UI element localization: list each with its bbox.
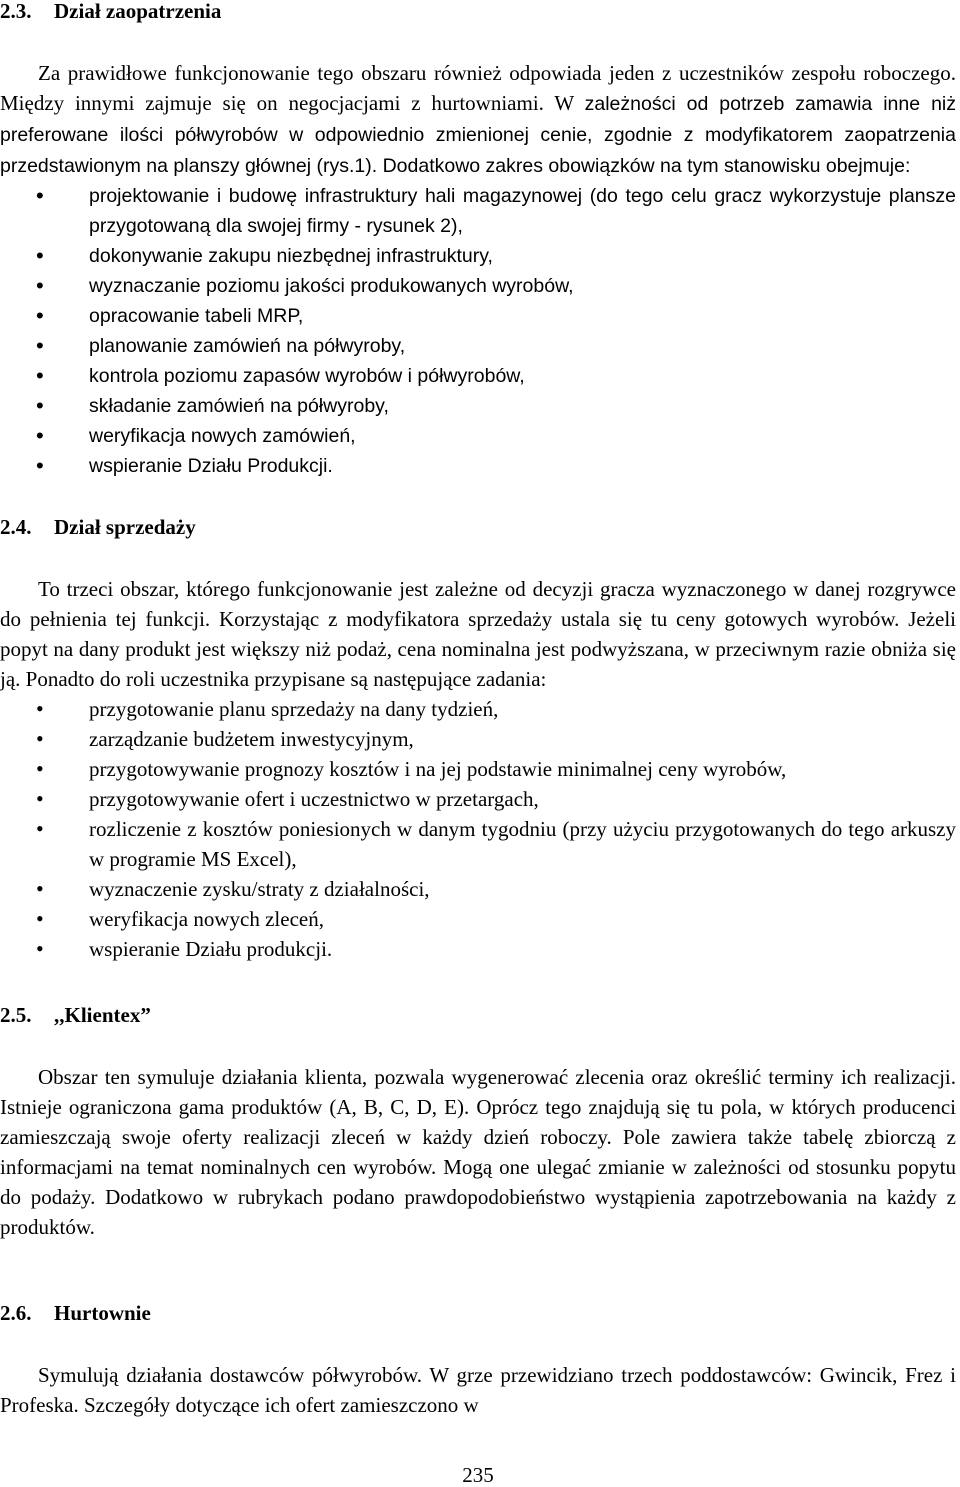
paragraph-text: Za prawidłowe funkcjonowanie tego obszaru również odpowiada jeden z uczestników zespołu roboczego. Między innymi zajmuje się on negocjacjami z hurtowniami. W — [0, 61, 956, 115]
list-item: • wyznaczenie zysku/straty z działalności, — [0, 874, 956, 904]
paragraph: To trzeci obszar, którego funkcjonowanie jest zależne od decyzji gracza wyznaczonego w danej rozgrywce do pełnienia tej funkcji. Korzystając z modyfikatora sprzedaży ustala się tu ceny gotowych wyrobów. Jeżeli popyt na dany produkt jest większy niż podaż, cena nominalna jest podwyższana, w przeciwnym razie obniża się ją. Ponadto do roli uczestnika przypisane są następujące zadania: — [0, 577, 956, 691]
list-item: • składanie zamówień na półwyroby, — [0, 391, 956, 421]
section-number: 2.3. — [0, 0, 32, 23]
list-item: • dokonywanie zakupu niezbędnej infrastruktury, — [0, 241, 956, 271]
list-item: • wspieranie Działu produkcji. — [0, 934, 956, 964]
section-number: 2.5. — [0, 1003, 32, 1027]
list-item: • przygotowanie planu sprzedaży na dany tydzień, — [0, 694, 956, 724]
list-item: • weryfikacja nowych zamówień, — [0, 421, 956, 451]
section-heading — [0, 512, 956, 542]
section-heading — [0, 1298, 956, 1328]
list-item: • rozliczenie z kosztów poniesionych w danym tygodniu (przy użyciu przygotowanych do tego arkuszy w programie MS Excel), — [0, 814, 956, 874]
list-item: • wspieranie Działu Produkcji. — [0, 451, 956, 481]
section-title: ,,Klientex” — [54, 1003, 151, 1027]
paragraph: Obszar ten symuluje działania klienta, pozwala wygenerować zlecenia oraz określić terminy ich realizacji. Istnieje ograniczona gama produktów (A, B, C, D, E). Oprócz tego znajdują się tu pola, w których producenci zamieszczają swoje oferty realizacji zleceń w każdy dzień roboczy. Pole zawiera także tabelę zbiorczą z informacjami na temat nominalnych cen wyrobów. Mogą one ulegać zmianie w zależności od stosunku popytu do podaży. Dodatkowo w rubrykach podano prawdopodobieństwo wystąpienia zapotrzebowania na każdy z produktów. — [0, 1065, 956, 1239]
list-item: • opracowanie tabeli MRP, — [0, 301, 956, 331]
section-title: Dział zaopatrzenia — [54, 0, 222, 23]
section-2-6 — [0, 1298, 956, 1420]
list-item: • wyznaczanie poziomu jakości produkowanych wyrobów, — [0, 271, 956, 301]
list-item: • projektowanie i budowę infrastruktury hali magazynowej (do tego celu gracz wykorzystuje plansze przygotowaną dla swojej firmy - rysunek 2), — [0, 181, 956, 241]
list-item: • przygotowywanie ofert i uczestnictwo w przetargach, — [0, 784, 956, 814]
paragraph-text-sans: zależności od potrzeb zamawia inne niż preferowane ilości półwyrobów w odpowiednio zmienionej cenie, zgodnie z modyfikatorem zaopatrzenia przedstawionym na planszy głównej (rys.1). Dodatkowo zakres obowiązków na tym stanowisku obejmuje: — [0, 93, 956, 177]
list-item: • zarządzanie budżetem inwestycyjnym, — [0, 724, 956, 754]
section-heading — [0, 0, 956, 26]
section-number: 2.6. — [0, 1301, 32, 1325]
duties-list — [0, 181, 956, 481]
section-number: 2.4. — [0, 515, 32, 539]
section-heading — [0, 1000, 956, 1030]
section-2-5 — [0, 1000, 956, 1242]
tasks-list — [0, 694, 956, 964]
section-title: Dział sprzedaży — [54, 515, 196, 539]
list-item: • kontrola poziomu zapasów wyrobów i półwyrobów, — [0, 361, 956, 391]
section-title: Hurtownie — [54, 1301, 151, 1325]
list-item: • weryfikacja nowych zleceń, — [0, 904, 956, 934]
paragraph — [0, 58, 956, 181]
page-number: 235 — [462, 1463, 494, 1487]
list-item: • planowanie zamówień na półwyroby, — [0, 331, 956, 361]
section-2-4 — [0, 512, 956, 964]
section-2-3 — [0, 0, 956, 481]
paragraph: Symulują działania dostawców półwyrobów. W grze przewidziano trzech poddostawców: Gwincik, Frez i Profeska. Szczegóły dotyczące ich ofert zamieszczono w — [0, 1363, 956, 1417]
list-item: • przygotowywanie prognozy kosztów i na jej podstawie minimalnej ceny wyrobów, — [0, 754, 956, 784]
